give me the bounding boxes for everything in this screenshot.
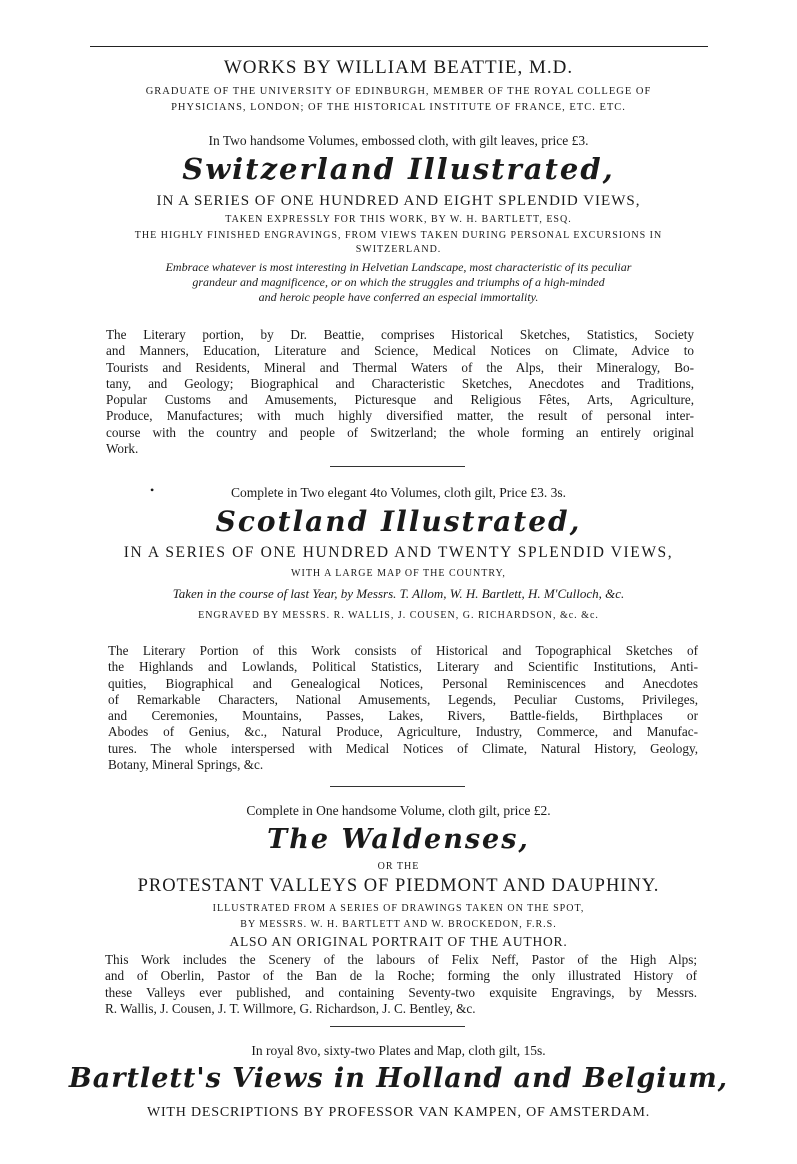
switzerland-embrace-3: and heroic people have conferred an especial immortality. [258,290,539,304]
paragraph-line: and Manners, Education, Literature and Science, Medical Notices on Climate, Advice to [106,343,694,359]
switzerland-price: In Two handsome Volumes, embossed cloth, with gilt leaves, price £3. [208,133,589,148]
bartlett-title: Bartlett's Views in Holland and Belgium, [68,1063,729,1094]
paragraph-line: and of Oberlin, Pastor of the Ban de la Roche; forming the only illustrated History of [105,968,697,984]
switzerland-engravings-1: THE HIGHLY FINISHED ENGRAVINGS, FROM VIEWS TAKEN DURING PERSONAL EXCURSIONS IN [134,230,663,241]
switzerland-title: Switzerland Illustrated, [182,152,615,186]
waldenses-description [105,952,697,1017]
printed-mark: • [150,483,155,497]
section-divider [330,466,465,467]
paragraph-line: of Remarkable Characters, National Amusements, Legends, Peculiar Customs, Privileges, [108,691,698,707]
paragraph-line: and Ceremonies, Mountains, Passes, Lakes, Rivers, Battle-fields, Birthplaces or [108,708,698,724]
paragraph-line: Tourists and Residents, Mineral and Thermal Waters of the Alps, their Mineralogy, Bo- [106,359,694,375]
waldenses-subtitle: PROTESTANT VALLEYS OF PIEDMONT AND DAUPHINY. [137,876,660,896]
paragraph-line: R. Wallis, J. Cousen, J. T. Willmore, G. Richardson, J. C. Bentley, &c. [105,1000,476,1016]
switzerland-series: IN A SERIES OF ONE HUNDRED AND EIGHT SPLENDID VIEWS, [156,193,641,209]
page-title: WORKS BY WILLIAM BEATTIE, M.D. [223,57,574,78]
scotland-engraved: ENGRAVED BY MESSRS. R. WALLIS, J. COUSEN, G. RICHARDSON, &c. &c. [198,610,599,621]
paragraph-line: The Literary portion, by Dr. Beattie, comprises Historical Sketches, Statistics, Society [106,327,694,342]
bartlett-price: In royal 8vo, sixty-two Plates and Map, cloth gilt, 15s. [251,1043,546,1058]
paragraph-line: quities, Biographical and Genealogical Notices, Personal Reminiscences and Anecdotes [108,675,698,691]
bartlett-descriptions: WITH DESCRIPTIONS BY PROFESSOR VAN KAMPEN, OF AMSTERDAM. [146,1105,651,1120]
scotland-map: WITH A LARGE MAP OF THE COUNTRY, [291,568,506,579]
scotland-taken: Taken in the course of last Year, by Messrs. T. Allom, W. H. Bartlett, H. M'Culloch, &c. [172,586,625,601]
paragraph-line: course with the country and people of Switzerland; the whole forming an entirely original [106,424,694,440]
paragraph-line: the Highlands and Lowlands, Political Statistics, Literary and Scientific Institutions, Anti- [108,659,698,675]
waldenses-price: Complete in One handsome Volume, cloth gilt, price £2. [246,803,551,818]
switzerland-embrace-2: grandeur and magnificence, or on which the struggles and triumphs of a high-minded [192,275,605,289]
switzerland-engravings-2: SWITZERLAND. [355,244,442,255]
paragraph-line: Work. [106,441,139,457]
waldenses-portrait: ALSO AN ORIGINAL PORTRAIT OF THE AUTHOR. [229,934,568,949]
paragraph-line: these Valleys ever published, and containing Seventy-two exquisite Engravings, by Messrs. [105,984,697,1000]
waldenses-by: BY MESSRS. W. H. BARTLETT AND W. BROCKEDON, F.R.S. [240,919,557,930]
scotland-price: Complete in Two elegant 4to Volumes, cloth gilt, Price £3. 3s. [230,485,567,500]
scotland-description [108,643,698,773]
paragraph-line: Botany, Mineral Springs, &c. [108,757,264,773]
section-divider [330,1026,465,1027]
paragraph-line: Popular Customs and Amusements, Picturesque and Religious Fêtes, Arts, Agriculture, [106,392,694,408]
paragraph-line: tures. The whole interspersed with Medical Notices of Climate, Natural History, Geology, [108,740,698,756]
paragraph-line: This Work includes the Scenery of the labours of Felix Neff, Pastor of the High Alps; [105,952,697,967]
top-rule [90,46,708,47]
paragraph-line: The Literary Portion of this Work consists of Historical and Topographical Sketches of [108,643,698,658]
scotland-title: Scotland Illustrated, [215,505,582,538]
scotland-series: IN A SERIES OF ONE HUNDRED AND TWENTY SPLENDID VIEWS, [123,544,674,561]
paragraph-line: Produce, Manufactures; with much highly diversified matter, the result of personal inter- [106,408,694,424]
waldenses-or-the: OR THE [377,861,420,872]
switzerland-embrace-1: Embrace whatever is most interesting in Helvetian Landscape, most characteristic of its peculiar [165,260,632,274]
paragraph-line: tany, and Geology; Biographical and Characteristic Sketches, Anecdotes and Traditions, [106,375,694,391]
switzerland-description [106,327,694,457]
switzerland-taken: TAKEN EXPRESSLY FOR THIS WORK, BY W. H. BARTLETT, ESQ. [225,214,572,225]
author-credentials-line-1: GRADUATE OF THE UNIVERSITY OF EDINBURGH, MEMBER OF THE ROYAL COLLEGE OF [145,86,652,97]
section-divider [330,786,465,787]
waldenses-illustrated: ILLUSTRATED FROM A SERIES OF DRAWINGS TAKEN ON THE SPOT, [212,903,585,914]
author-credentials-line-2: PHYSICIANS, LONDON; OF THE HISTORICAL INSTITUTE OF FRANCE, ETC. ETC. [171,102,626,113]
waldenses-title: The Waldenses, [267,824,530,855]
paragraph-line: Abodes of Genius, &c., Natural Produce, Agriculture, Industry, Commerce, and Manufac- [108,724,698,740]
